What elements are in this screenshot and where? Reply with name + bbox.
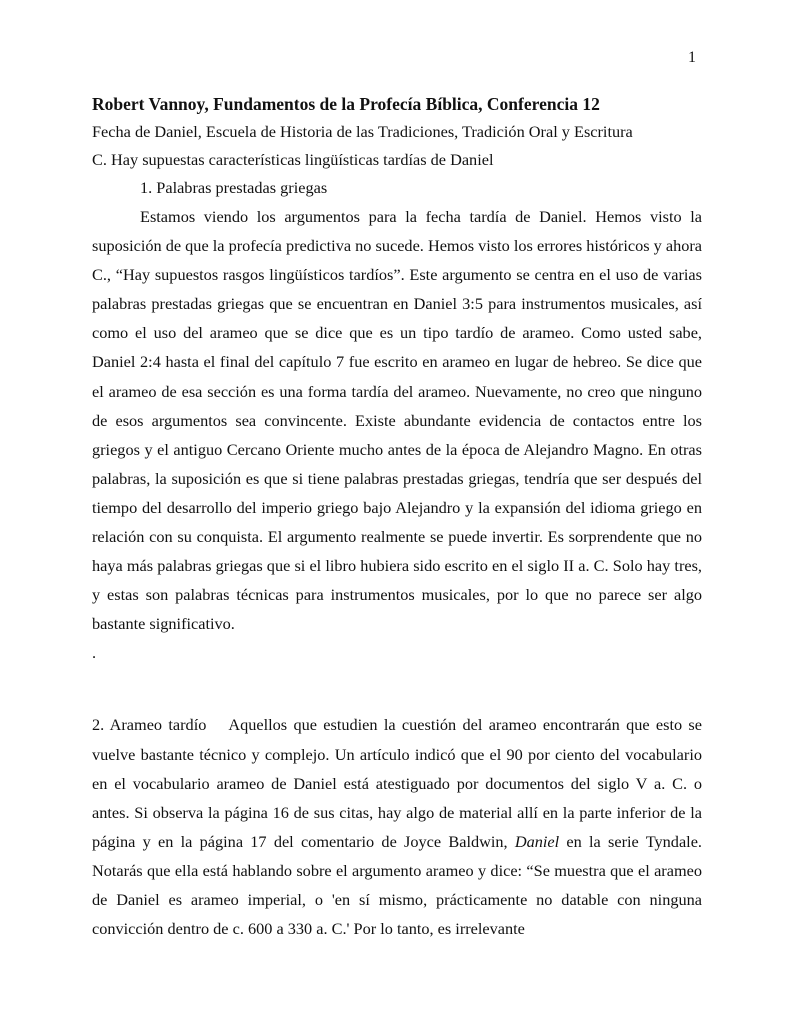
section-c-heading: C. Hay supuestas características lingüísticas tardías de Daniel xyxy=(92,150,494,169)
document-title: Robert Vannoy, Fundamentos de la Profecía Bíblica, Conferencia 12 xyxy=(92,94,600,114)
section-c-paragraph: Estamos viendo los argumentos para la fecha tardía de Daniel. Hemos visto la suposición de que la profecía predictiva no sucede. Hemos visto los errores históricos y ahora C., “Hay supuestos rasgos lingüísticos tardíos”. Este argumento se centra en el uso de varias palabras prestadas griegas que se encuentran en Daniel 3:5 para instrumentos musicales, así como el uso del arameo que se dice que es un tipo tardío de arameo. Como usted sabe, Daniel 2:4 hasta el final del capítulo 7 fue escrito en arameo en lugar de hebreo. Se dice que el arameo de esa sección es una forma tardía del arameo. Nuevamente, no creo que ninguno de esos argumentos sea convincente. Existe abundante evidencia de contactos entre los griegos y el antiguo Cercano Oriente mucho antes de la época de Alejandro Magno. En otras palabras, la suposición es que si tiene palabras prestadas griegas, tendría que ser después del tiempo del desarrollo del imperio griego bajo Alejandro y la expansión del idioma griego en relación con su conquista. El argumento realmente se puede invertir. Es sorprendente que no haya más palabras griegas que si el libro hubiera sido escrito en el siglo II a. C. Solo hay tres, y estas son palabras técnicas para instrumentos musicales, por lo que no parece ser algo bastante significativo. xyxy=(92,207,702,634)
section-2-text-start: Aquellos que estudien la cuestión del arameo encontrarán que esto se vuelve bastante técnico y complejo. Un artículo indicó que el 90 por ciento del vocabulario en el vocabulario arameo de Daniel está atestiguado por documentos del siglo V a. C. o antes. Si observa la página 16 de sus citas, hay algo de material allí en la parte inferior de la página y en la página 17 del comentario de Joyce Baldwin, xyxy=(92,715,702,851)
document-subtitle: Fecha de Daniel, Escuela de Historia de las Tradiciones, Tradición Oral y Escritura xyxy=(92,122,633,141)
document-content xyxy=(92,90,702,943)
section-2-heading: 2. Arameo tardío xyxy=(92,715,207,735)
page-number: 1 xyxy=(688,49,696,66)
book-title-italic: Daniel xyxy=(514,831,560,851)
section-c-subheading: 1. Palabras prestadas griegas xyxy=(140,178,328,197)
paragraph-spacer xyxy=(92,668,702,710)
section-2-text-end: en la serie Tyndale. Notarás que ella está hablando sobre el argumento arameo y dice: “Se muestra que el arameo de Daniel es arameo imperial, o 'en sí mismo, prácticamente no datable con ninguna convicción dentro de c. 600 a 330 a. C.' Por lo tanto, es irrelevante xyxy=(92,831,702,939)
section-2-paragraph xyxy=(92,710,702,943)
trailing-mark: . xyxy=(92,643,97,663)
